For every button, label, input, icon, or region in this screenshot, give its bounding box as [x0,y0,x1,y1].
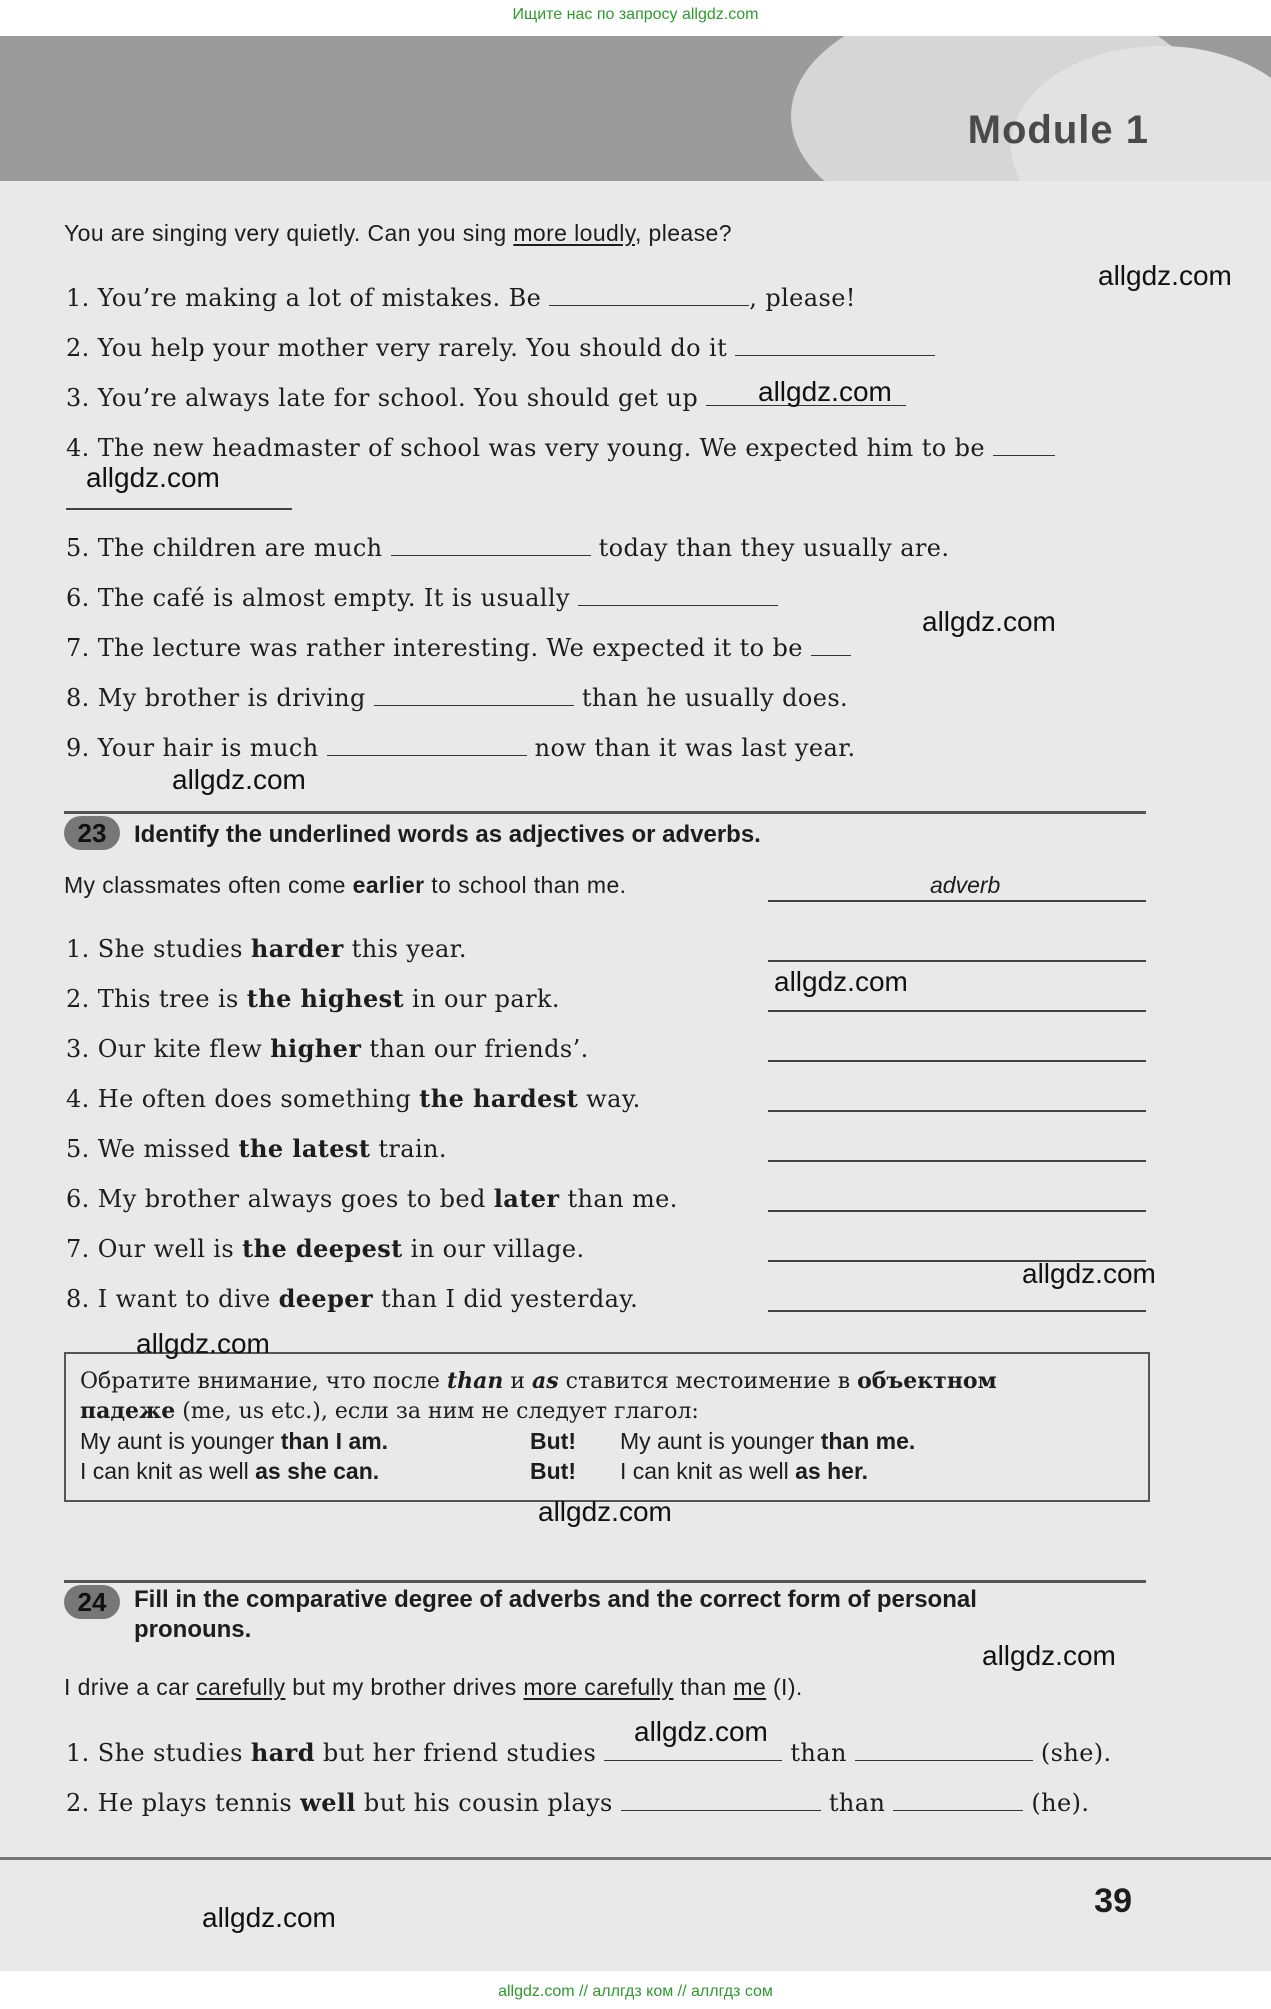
item-text: than I did yesterday. [373,1285,639,1313]
answer-line[interactable] [768,1160,1146,1162]
item-text: I want to dive [97,1285,279,1313]
footer-divider [0,1857,1271,1860]
ex23-item [66,1084,641,1113]
ex23-item [66,934,467,963]
item-text: You’re making a lot of mistakes. Be [97,284,542,312]
note-but: But! [530,1428,576,1454]
note-line-1 [80,1368,997,1394]
item-number: 1. [66,935,90,963]
exercise-instruction: Identify the underlined words as adjectives or adverbs. [134,821,761,848]
item-number: 4. [66,434,90,462]
item-number: 3. [66,384,90,412]
ex23-example-answer: adverb [930,872,1001,898]
item-text: than me. [559,1185,678,1213]
item-number: 9. [66,734,90,762]
item-number: 5. [66,534,90,562]
note-text: I can knit as well [80,1458,256,1484]
item-text: now than it was last year. [534,734,856,762]
item-number: 8. [66,684,90,712]
ex24-item [66,1788,1089,1817]
item-text: Your hair is much [97,734,319,762]
note-keyword: than [446,1368,504,1394]
item-text: My brother is driving [97,684,366,712]
example-text: than [673,1674,734,1700]
top-note: Ищите нас по запросу allgdz.com [512,6,759,23]
footer-note: allgdz.com // аллгдз ком // аллгдз сом [498,1983,773,2000]
item-text: , please! [749,284,856,312]
item-number: 1. [66,1739,90,1767]
item-text: than [790,1739,847,1767]
item-text: The café is almost empty. It is usually [97,584,570,612]
ex22-item [66,284,856,312]
answer-line[interactable] [768,900,1146,902]
item-text: in our park. [404,985,560,1013]
answer-blank[interactable] [374,685,574,706]
item-text: but his cousin plays [355,1789,613,1817]
answer-blank[interactable] [391,535,591,556]
answer-blank[interactable] [327,735,527,756]
note-text: My aunt is younger [80,1428,281,1454]
note-line-2 [80,1398,699,1424]
watermark: allgdz.com [538,1496,672,1527]
ex22-item [66,634,851,662]
note-but: But! [530,1458,576,1484]
section-divider [64,811,1146,814]
ex23-item [66,1134,447,1163]
item-keyword: deeper [278,1284,373,1313]
item-keyword: harder [250,934,344,963]
item-text: than he usually does. [581,684,849,712]
note-text: Обратите внимание, что после [80,1369,447,1394]
item-text: She studies [97,935,251,963]
item-text: train. [370,1135,447,1163]
watermark: allgdz.com [172,764,306,795]
note-keyword: than I am. [280,1428,389,1454]
item-number: 4. [66,1085,90,1113]
item-text: this year. [343,935,467,963]
note-keyword: as she can. [255,1458,380,1484]
example-text: to school than me. [424,872,627,898]
item-text: This tree is [97,985,247,1013]
section-divider [64,1580,1146,1583]
ex23-item [66,1234,585,1263]
exercise-instruction-line: pronouns. [134,1616,252,1643]
watermark: allgdz.com [758,376,892,407]
item-text: The new headmaster of school was very young. We expected him to be [97,434,986,462]
ex23-item [66,984,560,1013]
answer-blank[interactable] [811,635,851,656]
watermark: allgdz.com [1098,260,1232,291]
note-text: (me, us etc.), если за ним не следует глагол: [175,1399,699,1424]
item-keyword: the highest [246,984,405,1013]
answer-line[interactable] [768,1210,1146,1212]
answer-line[interactable] [768,1110,1146,1112]
note-text: и [503,1369,533,1394]
ex24-example [64,1674,803,1701]
note-example-row-2b [620,1458,868,1485]
watermark: allgdz.com [1022,1258,1156,1289]
watermark: allgdz.com [202,1902,336,1933]
note-keyword: as her. [795,1458,869,1484]
item-text: Our well is [97,1235,243,1263]
ex24-item [66,1738,1112,1767]
ex23-item [66,1034,589,1063]
watermark: allgdz.com [922,606,1056,637]
item-number: 8. [66,1285,90,1313]
item-number: 7. [66,1235,90,1263]
item-text: The children are much [97,534,383,562]
item-text: than [828,1789,886,1817]
exercise-number-badge: 24 [64,1585,120,1619]
example-keyword: earlier [352,872,425,898]
note-text: I can knit as well [620,1458,796,1484]
example-text: but my brother drives [285,1674,524,1700]
answer-line[interactable] [768,1060,1146,1062]
ex23-item [66,1284,638,1313]
item-number: 2. [66,985,90,1013]
ex22-example [64,220,732,247]
item-text: She studies [97,1739,251,1767]
answer-blank[interactable] [578,585,778,606]
item-text: The lecture was rather interesting. We expected it to be [97,634,803,662]
example-text: I drive a car [64,1674,197,1700]
answer-line[interactable] [768,1010,1146,1012]
ex22-example-text: , please? [634,220,732,246]
note-text: ставится местоимение в [558,1369,858,1394]
note-keyword: as [532,1368,559,1394]
item-number: 3. [66,1035,90,1063]
item-text: My brother always goes to bed [97,1185,494,1213]
item-text: (she). [1040,1739,1112,1767]
example-text: My classmates often come [64,872,353,898]
answer-blank[interactable] [549,285,749,306]
item-text: He often does something [97,1085,420,1113]
item-keyword: hard [250,1738,315,1767]
item-number: 1. [66,284,90,312]
item-text: Our kite flew [97,1035,271,1063]
item-text: today than they usually are. [598,534,950,562]
item-text: (he). [1031,1789,1090,1817]
item-keyword: the hardest [419,1084,579,1113]
item-keyword: the deepest [242,1234,403,1263]
item-text: We missed [97,1135,239,1163]
exercise-instruction-line: Fill in the comparative degree of adverbs and the correct form of personal [134,1586,977,1613]
watermark: allgdz.com [86,462,220,493]
watermark: allgdz.com [634,1716,768,1747]
ex22-item [66,584,778,612]
note-keyword: объектном [857,1368,997,1394]
ex22-item [66,534,949,562]
item-number: 2. [66,334,90,362]
watermark: allgdz.com [982,1640,1116,1671]
item-text: You’re always late for school. You should get up [97,384,699,412]
watermark: allgdz.com [136,1328,270,1359]
answer-blank[interactable] [893,1790,1023,1811]
ex24-header [64,1585,1146,1645]
item-text: than our friends’. [361,1035,589,1063]
ex23-header [64,816,761,850]
exercise-instruction [64,1585,1146,1645]
example-answer: me [733,1674,767,1700]
watermark: allgdz.com [774,966,908,997]
example-text: (I). [766,1674,803,1700]
ex22-example-answer: more loudly [513,220,635,246]
answer-blank-continued[interactable] [66,508,292,510]
item-keyword: later [493,1184,560,1213]
module-title: Module 1 [967,108,1149,152]
answer-line[interactable] [768,1310,1146,1312]
item-text: He plays tennis [97,1789,301,1817]
answer-blank[interactable] [993,435,1055,456]
answer-blank[interactable] [735,335,935,356]
item-text: in our village. [402,1235,585,1263]
ex22-item [66,434,1055,462]
item-number: 5. [66,1135,90,1163]
item-keyword: well [300,1788,356,1817]
ex22-item [66,684,848,712]
item-text: You help your mother very rarely. You should do it [97,334,728,362]
example-answer: more carefully [523,1674,674,1700]
ex23-example [64,872,626,899]
item-text: way. [578,1085,641,1113]
exercise-number-badge: 23 [64,816,120,850]
note-example-row-1 [80,1428,388,1455]
item-keyword: the latest [238,1134,371,1163]
item-number: 6. [66,1185,90,1213]
item-number: 6. [66,584,90,612]
page-number: 39 [1094,1882,1132,1920]
item-keyword: higher [270,1034,362,1063]
note-keyword: than me. [820,1428,916,1454]
ex22-item [66,734,855,762]
item-number: 7. [66,634,90,662]
example-keyword: carefully [196,1674,286,1700]
item-text: but her friend studies [314,1739,597,1767]
ex22-example-text: You are singing very quietly. Can you sing [64,220,514,246]
ex23-item [66,1184,678,1213]
item-number: 2. [66,1789,90,1817]
note-example-row-2 [80,1458,379,1485]
note-example-row-1b [620,1428,915,1455]
note-keyword: падеже [80,1398,176,1424]
ex22-item [66,334,935,362]
answer-blank[interactable] [621,1790,821,1811]
note-text: My aunt is younger [620,1428,821,1454]
answer-line[interactable] [768,960,1146,962]
answer-blank[interactable] [855,1740,1033,1761]
